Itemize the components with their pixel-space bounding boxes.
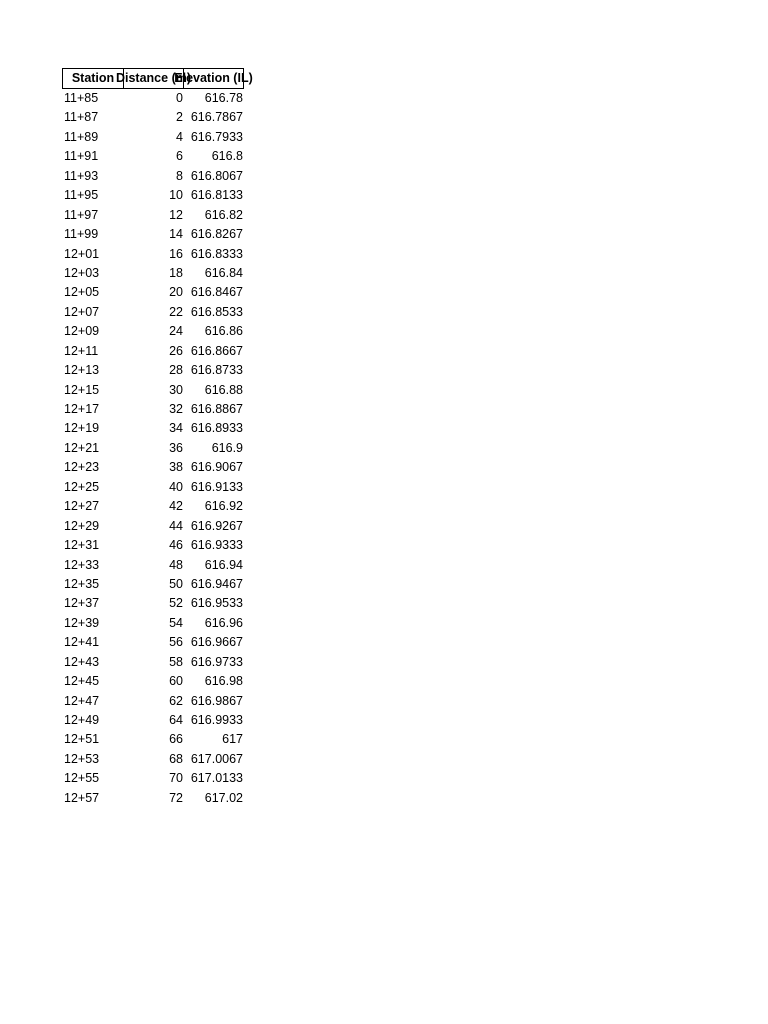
station-cell[interactable]: 11+85 bbox=[64, 91, 99, 105]
elevation-cell[interactable]: 616.9267 bbox=[190, 518, 243, 533]
station-cell[interactable]: 12+33 bbox=[64, 557, 100, 572]
distance-cell[interactable]: 18 bbox=[169, 265, 183, 280]
station-cell[interactable]: 12+39 bbox=[64, 615, 100, 630]
station-cell[interactable]: 12+07 bbox=[64, 304, 100, 319]
distance-cell[interactable]: 72 bbox=[169, 790, 183, 805]
table-row bbox=[62, 750, 244, 769]
table-row bbox=[62, 419, 244, 438]
elevation-cell[interactable]: 616.92 bbox=[204, 499, 243, 514]
elevation-cell[interactable]: 616.8 bbox=[211, 149, 243, 164]
elevation-cell[interactable]: 616.9067 bbox=[190, 460, 243, 475]
table-row bbox=[62, 245, 244, 264]
table-row bbox=[62, 730, 244, 749]
table-row bbox=[62, 108, 244, 127]
table-row bbox=[62, 633, 244, 652]
elevation-cell[interactable]: 616.9733 bbox=[190, 654, 243, 669]
elevation-cell[interactable]: 616.84 bbox=[204, 265, 243, 280]
distance-cell[interactable]: 26 bbox=[169, 343, 183, 358]
table-row bbox=[62, 128, 244, 147]
table-row bbox=[62, 264, 244, 283]
distance-cell[interactable]: 30 bbox=[169, 382, 183, 397]
station-cell[interactable]: 12+53 bbox=[64, 751, 100, 766]
distance-cell[interactable]: 22 bbox=[169, 304, 183, 319]
elevation-cell[interactable]: 616.86 bbox=[204, 324, 243, 339]
elevation-cell[interactable]: 617.0133 bbox=[190, 771, 243, 786]
elevation-cell[interactable]: 616.7933 bbox=[190, 129, 243, 144]
distance-cell[interactable]: 4 bbox=[176, 129, 183, 144]
table-row bbox=[62, 692, 244, 711]
elevation-cell[interactable]: 616.88 bbox=[204, 382, 243, 397]
table-row bbox=[62, 167, 244, 186]
distance-cell[interactable]: 12 bbox=[169, 207, 183, 222]
station-cell[interactable]: 11+89 bbox=[64, 129, 99, 144]
table-row bbox=[62, 322, 244, 341]
elevation-cell[interactable]: 616.8867 bbox=[190, 402, 243, 416]
distance-cell[interactable]: 44 bbox=[169, 518, 183, 533]
elevation-cell[interactable]: 616.8667 bbox=[190, 343, 243, 358]
station-cell[interactable]: 12+01 bbox=[64, 246, 100, 261]
station-cell[interactable]: 12+29 bbox=[64, 518, 100, 533]
table-row bbox=[62, 361, 244, 380]
elevation-cell[interactable]: 616.9533 bbox=[190, 596, 243, 611]
elevation-cell[interactable]: 616.98 bbox=[204, 674, 243, 689]
distance-cell[interactable]: 20 bbox=[169, 285, 183, 300]
station-cell[interactable]: 12+19 bbox=[64, 421, 100, 436]
table-row bbox=[62, 711, 244, 730]
station-cell[interactable]: 12+41 bbox=[64, 635, 100, 650]
distance-cell[interactable]: 38 bbox=[169, 460, 183, 475]
elevation-cell[interactable]: 616.9667 bbox=[190, 635, 243, 650]
distance-cell[interactable]: 56 bbox=[169, 635, 183, 650]
distance-cell[interactable]: 64 bbox=[169, 713, 183, 727]
station-cell[interactable]: 12+11 bbox=[64, 343, 99, 358]
header-row bbox=[62, 68, 253, 89]
elevation-cell[interactable]: 616.8133 bbox=[190, 188, 243, 203]
elevation-cell[interactable]: 617.02 bbox=[204, 790, 243, 805]
station-cell[interactable]: 12+13 bbox=[64, 363, 100, 378]
table-body bbox=[62, 89, 244, 808]
table-row bbox=[62, 381, 244, 400]
table-row bbox=[62, 536, 244, 555]
distance-cell[interactable]: 14 bbox=[169, 227, 183, 242]
elevation-cell[interactable]: 616.94 bbox=[204, 557, 243, 572]
table-row bbox=[62, 614, 244, 633]
distance-cell[interactable]: 50 bbox=[169, 576, 183, 591]
station-cell[interactable]: 12+35 bbox=[64, 576, 100, 591]
distance-cell[interactable]: 52 bbox=[169, 596, 183, 611]
table-row bbox=[62, 478, 244, 497]
distance-cell[interactable]: 42 bbox=[169, 499, 183, 514]
elevation-cell[interactable]: 616.8267 bbox=[190, 227, 243, 242]
header-elevation-label: Elevation (IL) bbox=[174, 71, 253, 85]
elevation-cell[interactable]: 616.78 bbox=[204, 91, 243, 105]
elevation-cell[interactable]: 616.96 bbox=[204, 615, 243, 630]
distance-cell[interactable]: 6 bbox=[176, 149, 183, 164]
table-row bbox=[62, 342, 244, 361]
elevation-cell[interactable]: 616.8933 bbox=[190, 421, 243, 436]
header-station[interactable] bbox=[62, 68, 124, 89]
distance-cell[interactable]: 10 bbox=[169, 188, 183, 203]
station-cell[interactable]: 11+99 bbox=[64, 227, 99, 242]
station-cell[interactable]: 12+49 bbox=[64, 713, 100, 727]
distance-cell[interactable]: 32 bbox=[169, 402, 183, 416]
distance-cell[interactable]: 8 bbox=[176, 168, 183, 183]
table-row bbox=[62, 653, 244, 672]
station-cell[interactable]: 12+57 bbox=[64, 790, 100, 805]
distance-cell[interactable]: 48 bbox=[169, 557, 183, 572]
station-cell[interactable]: 11+95 bbox=[64, 188, 99, 203]
station-cell[interactable]: 12+23 bbox=[64, 460, 100, 475]
elevation-cell[interactable]: 616.9 bbox=[211, 440, 243, 455]
station-cell[interactable]: 11+97 bbox=[64, 207, 99, 222]
distance-cell[interactable]: 60 bbox=[169, 674, 183, 689]
distance-cell[interactable]: 40 bbox=[169, 479, 183, 494]
station-cell[interactable]: 12+09 bbox=[64, 324, 100, 339]
elevation-cell[interactable]: 616.8067 bbox=[190, 168, 243, 183]
table-row bbox=[62, 225, 244, 244]
station-cell[interactable]: 12+43 bbox=[64, 654, 100, 669]
data-table bbox=[62, 68, 253, 808]
station-cell[interactable]: 11+87 bbox=[64, 110, 99, 125]
header-elevation[interactable] bbox=[174, 68, 253, 89]
station-cell[interactable]: 12+05 bbox=[64, 285, 100, 300]
table-row bbox=[62, 147, 244, 166]
elevation-cell[interactable]: 616.8533 bbox=[190, 304, 243, 319]
elevation-cell[interactable]: 616.8467 bbox=[190, 285, 243, 300]
table-row bbox=[62, 517, 244, 536]
distance-cell[interactable]: 46 bbox=[169, 538, 183, 553]
distance-cell[interactable]: 2 bbox=[176, 110, 183, 125]
station-cell[interactable]: 11+93 bbox=[64, 168, 99, 183]
header-station-label: Station bbox=[71, 71, 115, 85]
table-row bbox=[62, 458, 244, 477]
table-row bbox=[62, 186, 244, 205]
station-cell[interactable]: 12+37 bbox=[64, 596, 100, 611]
table-row bbox=[62, 89, 244, 108]
table-row bbox=[62, 283, 244, 302]
elevation-cell[interactable]: 616.9933 bbox=[190, 713, 243, 727]
elevation-cell[interactable]: 616.7867 bbox=[190, 110, 243, 125]
distance-cell[interactable]: 16 bbox=[169, 246, 183, 261]
elevation-cell[interactable]: 616.82 bbox=[204, 207, 243, 222]
table-row bbox=[62, 575, 244, 594]
table-row bbox=[62, 303, 244, 322]
distance-cell[interactable]: 24 bbox=[169, 324, 183, 339]
station-cell[interactable]: 12+17 bbox=[64, 402, 100, 416]
distance-cell[interactable]: 68 bbox=[169, 751, 183, 766]
distance-cell[interactable]: 58 bbox=[169, 654, 183, 669]
station-cell[interactable]: 12+03 bbox=[64, 265, 100, 280]
table-row bbox=[62, 769, 244, 788]
station-cell[interactable]: 12+47 bbox=[64, 693, 100, 708]
elevation-cell[interactable]: 616.9467 bbox=[190, 576, 243, 591]
station-cell[interactable]: 12+21 bbox=[64, 440, 100, 455]
station-cell[interactable]: 12+45 bbox=[64, 674, 100, 689]
distance-cell[interactable]: 36 bbox=[169, 440, 183, 455]
table-row bbox=[62, 439, 244, 458]
elevation-cell[interactable]: 616.9133 bbox=[190, 479, 243, 494]
station-cell[interactable]: 12+31 bbox=[64, 538, 100, 553]
elevation-cell[interactable]: 616.8333 bbox=[190, 246, 243, 261]
distance-cell[interactable]: 28 bbox=[169, 363, 183, 378]
table-row bbox=[62, 594, 244, 613]
elevation-cell[interactable]: 616.8733 bbox=[190, 363, 243, 378]
table-row bbox=[62, 400, 244, 419]
distance-cell[interactable]: 62 bbox=[169, 693, 183, 708]
station-cell[interactable]: 12+25 bbox=[64, 479, 100, 494]
station-cell[interactable]: 12+15 bbox=[64, 382, 100, 397]
station-cell[interactable]: 12+51 bbox=[64, 732, 100, 747]
table-row bbox=[62, 206, 244, 225]
elevation-cell[interactable]: 617.0067 bbox=[190, 751, 243, 766]
elevation-cell[interactable]: 617 bbox=[222, 732, 243, 747]
table-row bbox=[62, 497, 244, 516]
elevation-cell[interactable]: 616.9867 bbox=[190, 693, 243, 708]
header-distance-label: Distance (m) bbox=[115, 71, 192, 85]
distance-cell[interactable]: 34 bbox=[169, 421, 183, 436]
station-cell[interactable]: 12+55 bbox=[64, 771, 100, 786]
table-row bbox=[62, 789, 244, 808]
distance-cell[interactable]: 0 bbox=[176, 91, 183, 105]
table-row bbox=[62, 556, 244, 575]
distance-cell[interactable]: 66 bbox=[169, 732, 183, 747]
distance-cell[interactable]: 70 bbox=[169, 771, 183, 786]
elevation-cell[interactable]: 616.9333 bbox=[190, 538, 243, 553]
distance-cell[interactable]: 54 bbox=[169, 615, 183, 630]
table-row bbox=[62, 672, 244, 691]
station-cell[interactable]: 11+91 bbox=[64, 149, 99, 164]
station-cell[interactable]: 12+27 bbox=[64, 499, 100, 514]
